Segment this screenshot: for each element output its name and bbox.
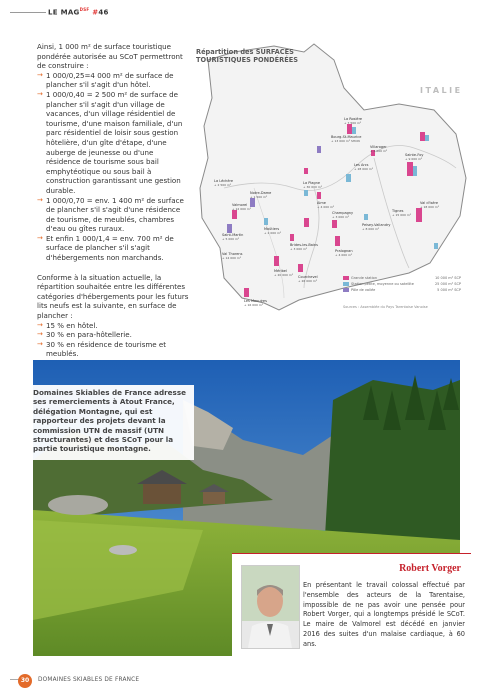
label-valdisere: Val d'Isère — [420, 201, 439, 205]
value-arcs: + 28 000 m² — [354, 167, 374, 171]
value-stmartin: + 5 000 m² — [222, 237, 240, 241]
issue-number: 46 — [98, 8, 109, 17]
country-label: ITALIE — [420, 86, 463, 95]
article-column — [37, 42, 189, 378]
value-saintefoy: + 9 000 m² — [405, 157, 423, 161]
label-tignes: Tignes — [392, 209, 404, 213]
map-legend — [343, 275, 461, 307]
label-moutiers: Moûtiers — [264, 227, 280, 231]
value-champagny: + 3 000 m² — [332, 215, 350, 219]
label-arcs: Les Arcs — [354, 163, 369, 167]
value-villaroger: + 2 000 m² — [370, 149, 388, 153]
label-plagne: La Plagne — [303, 181, 321, 185]
mag-label: LE MAG — [48, 8, 80, 17]
label-valmorel: Valmorel — [232, 203, 248, 207]
label-pralognan: Pralognan — [335, 249, 353, 253]
value-meribel: + 20 000 m² — [274, 273, 294, 277]
map-title: Répartition des SURFACES TOURISTIQUES PONDÉRÉES — [196, 48, 298, 64]
legend-item — [343, 287, 461, 293]
legend-scale: 10 000 m² SCP — [434, 275, 461, 280]
distribution-paragraph: Conforme à la situation actuelle, la répartition souhaitée entre les différentes catégories d'hébergements pour les futurs lits neufs est la suivante, en surface de plancher : — [37, 272, 189, 321]
mag-sup: DSF — [79, 7, 90, 12]
value-valmorel: + 12 000 m² — [232, 207, 252, 211]
label-villaroger: Villaroger — [370, 145, 387, 149]
label-aime: Aime — [317, 201, 326, 205]
value-bourg: + 13 000 m² SHON — [331, 139, 360, 143]
tribute-name: Robert Vorger — [399, 563, 461, 574]
intro-paragraph: Ainsi, 1 000 m² de surface touristique pondérée autorisée au SCoT permettront de construire : — [37, 42, 183, 71]
legend-label: Pôle de vallée — [351, 287, 376, 292]
issue-sep: # — [92, 8, 99, 17]
label-peisey: Peisey-Vallandry — [362, 223, 391, 227]
list-item: → 30 % en résidence de tourisme et meublés. — [37, 340, 189, 359]
value-valthorens: + 14 000 m² — [222, 256, 242, 260]
label-stmartin: Saint-Martin — [222, 233, 244, 237]
list-item: → 15 % en hôtel. — [37, 321, 189, 331]
surface-list — [37, 71, 189, 263]
value-aime: + 4 000 m² — [317, 205, 335, 209]
value-plagne: + 30 000 m² — [303, 185, 323, 189]
inset-rule — [232, 553, 471, 554]
publication-name: DOMAINES SKIABLES DE FRANCE — [38, 677, 140, 683]
label-champagny: Champagny — [332, 211, 354, 215]
tribute-inset — [232, 553, 471, 669]
label-meribel: Méribel — [274, 269, 287, 273]
legend-swatch — [343, 276, 349, 280]
label-brides: Brides-les-Bains — [290, 243, 318, 247]
label-valthorens: Val Thorens — [222, 252, 243, 256]
value-menuires: + 16 000 m² — [244, 303, 264, 307]
label-notredame: Notre-Dame — [250, 191, 272, 195]
label-courchevel: Courchevel — [298, 275, 318, 279]
map-credit: Sources : Assemblée du Pays Tarentaise Vanoise — [343, 305, 428, 309]
label-rosiere: La Rosière — [344, 117, 363, 121]
list-item: → 1 000/0,70 = env. 1 400 m² de surface de plancher s'il s'agit d'une résidence de tourisme, de meublés, chambres d'eau ou gîtes ruraux. — [37, 196, 189, 234]
value-peisey: + 8 000 m² — [362, 227, 380, 231]
value-rosiere: + 7 500 m² — [344, 121, 362, 125]
value-lechere: + 2 500 m² — [214, 183, 232, 187]
portrait-photo — [241, 565, 300, 649]
value-valdisere: + 18 000 m² — [420, 205, 440, 209]
list-item: → 30 % en para-hôtellerie. — [37, 330, 189, 340]
label-bourg: Bourg-St-Maurice — [331, 135, 362, 139]
value-courchevel: + 26 000 m² — [298, 279, 318, 283]
label-saintefoy: Sainte-Foy — [405, 153, 424, 157]
list-item: → 1 000/0,25=4 000 m² de surface de plancher s'il s'agit d'un hôtel. — [37, 71, 189, 90]
legend-swatch — [343, 288, 349, 292]
legend-swatch — [343, 282, 349, 286]
photo-caption: Domaines Skiables de France adresse ses remerciements à Atout France, délégation Montagne, qui est rapporteur des projets devant la commission UTN de massif (UTN structurantes) et des SCoT pour la partie touristique montagne. — [33, 385, 194, 460]
page-number: 30 — [20, 677, 30, 684]
legend-label: Grande station — [351, 275, 378, 280]
label-lechere: La Léchère — [214, 179, 234, 183]
list-item: → Et enfin 1 000/1,4 = env. 700 m² de surface de plancher s'il s'agit d'hébergements non marchands. — [37, 234, 189, 263]
value-brides: + 3 000 m² — [290, 247, 308, 251]
value-tignes: + 15 000 m² — [392, 213, 412, 217]
legend-scale: 5 000 m² SCP — [437, 287, 461, 292]
header-rule — [10, 12, 46, 13]
value-pralognan: + 4 000 m² — [335, 253, 353, 257]
list-item: → 1 000/0,40 = 2 500 m² de surface de plancher s'il s'agit d'un village de vacances, d'un village résidentiel de tourisme, d'une maison familiale, d'un parc résidentiel de loisir sous gestion hôtelière, d'un gîte d'étape, d'une auberge de jeunesse ou d'une résidence de tourisme sous bail emphytéotique ou sous bail à construction garantissant une gestion durable. — [37, 90, 189, 196]
legend-label: Station petite, moyenne ou satellite — [351, 281, 414, 286]
value-moutiers: + 2 000 m² — [264, 231, 282, 235]
magazine-header — [48, 7, 109, 16]
value-notredame: + 1 500 m² — [250, 195, 268, 199]
legend-item — [343, 281, 461, 287]
tribute-text: En présentant le travail colossal effectué par l'ensemble des acteurs de la Tarentaise, impossible de ne pas avoir une pensée pour Robert Vorger, qui a longtemps présidé le SCoT. Le maire de Valmorel est décédé en janvier 2016 des suites d'un malaise cardiaque, à 60 ans. — [303, 581, 465, 648]
label-menuires: Les Menuires — [244, 299, 267, 303]
legend-scale: 25 000 m² SCP — [434, 281, 461, 286]
